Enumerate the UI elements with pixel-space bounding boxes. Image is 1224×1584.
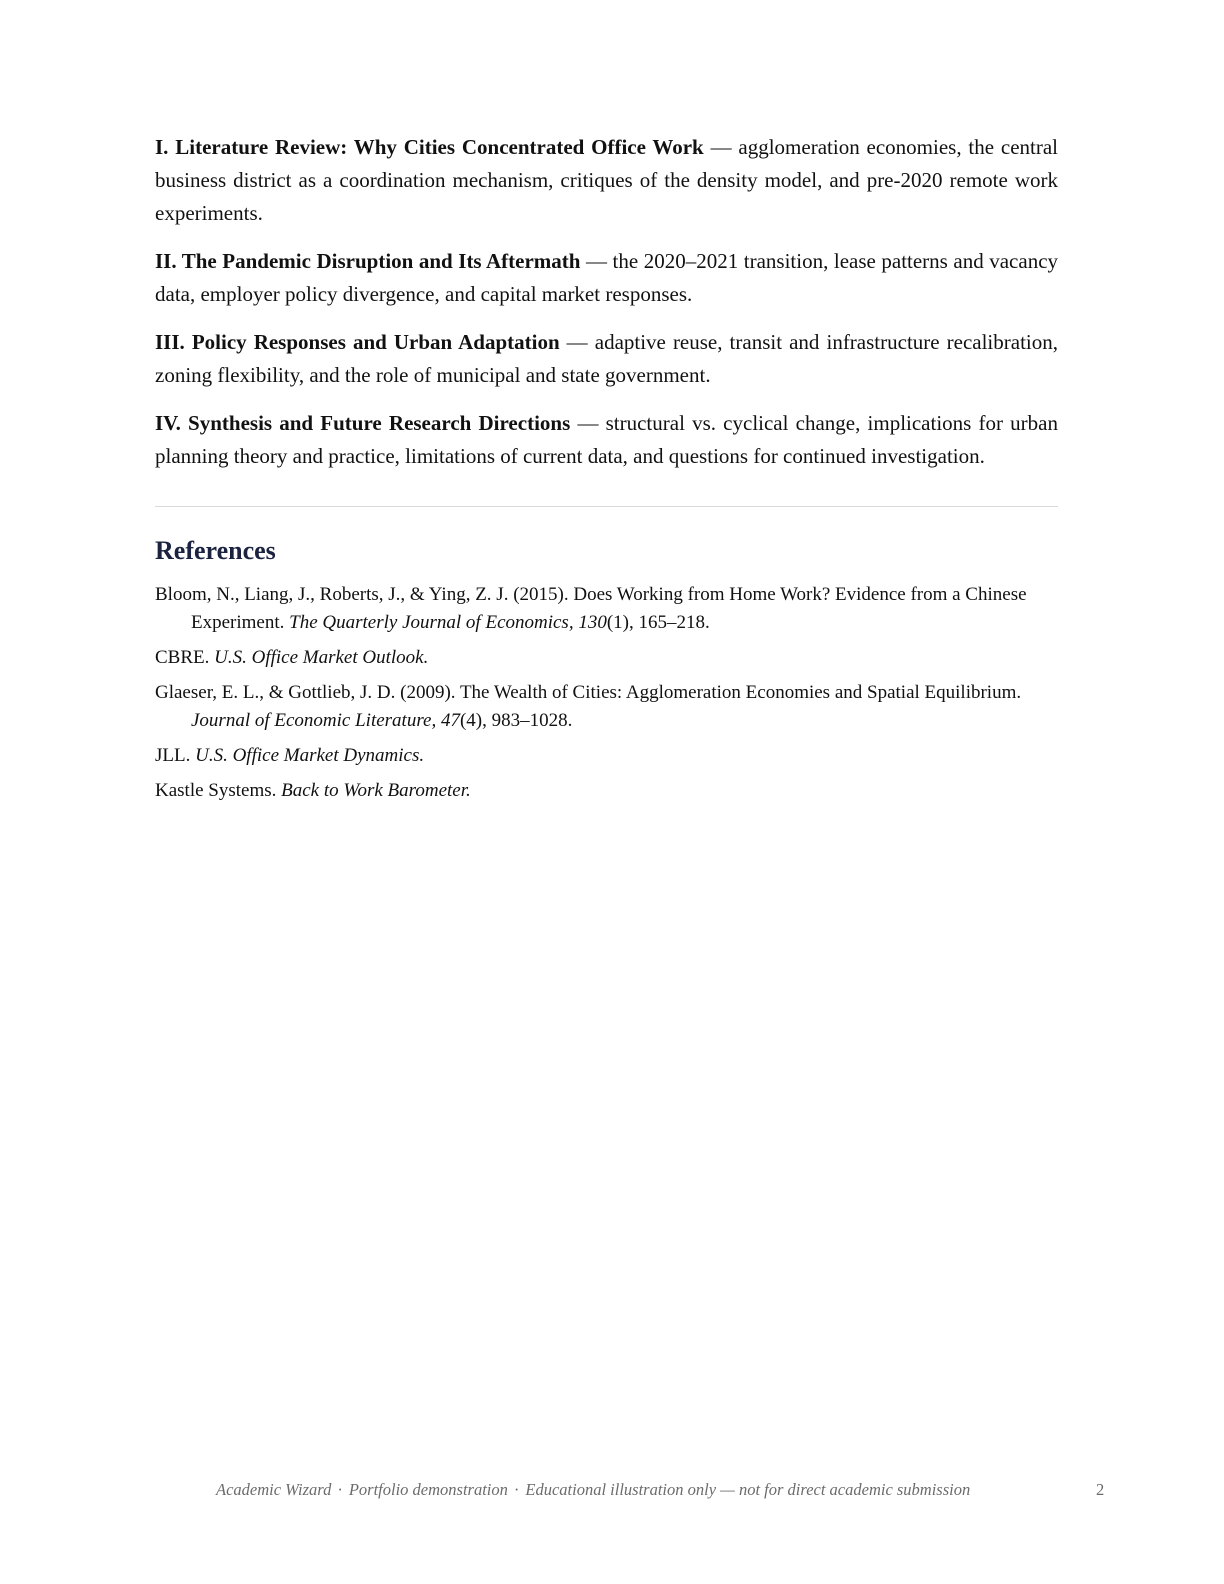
reference-entry <box>155 742 1058 770</box>
outline-section-2 <box>155 245 1058 311</box>
em-dash: — <box>570 411 606 435</box>
em-dash: — <box>580 249 613 273</box>
outline-heading: II. The Pandemic Disruption and Its Aftermath <box>155 249 581 273</box>
outline-heading: III. Policy Responses and Urban Adaptation <box>155 330 560 354</box>
footer-brand: Academic Wizard <box>216 1480 332 1499</box>
reference-source: U.S. Office Market Dynamics. <box>195 745 425 766</box>
references-heading: References <box>155 536 276 565</box>
reference-entry <box>155 777 1058 805</box>
footer-disclaimer: Educational illustration only — not for direct academic submission <box>525 1480 971 1499</box>
outline-heading: IV. Synthesis and Future Research Directions <box>155 411 571 435</box>
outline-section-1 <box>155 131 1058 230</box>
reference-authors-title: Glaeser, E. L., & Gottlieb, J. D. (2009). The Wealth of Cities: Agglomeration Economies and Spatial Equilibrium. <box>155 682 1022 703</box>
outline-description: adaptive reuse, transit and infrastructure recalibration, zoning flexibility, and the role of municipal and state government. <box>155 330 1059 387</box>
footer-text <box>216 1480 970 1500</box>
reference-source: Journal of Economic Literature, 47 <box>191 710 460 731</box>
outline-section-3 <box>155 326 1058 392</box>
reference-entry <box>155 679 1058 735</box>
reference-authors-title: Kastle Systems. <box>155 780 282 801</box>
reference-entry <box>155 581 1058 637</box>
document-body <box>155 131 1058 812</box>
footer-note: Portfolio demonstration <box>348 1480 508 1499</box>
reference-entry <box>155 644 1058 672</box>
em-dash: — <box>703 135 739 159</box>
outline-section-4 <box>155 407 1058 473</box>
em-dash: — <box>559 330 595 354</box>
reference-pages: (4), 983–1028. <box>459 710 573 731</box>
reference-source: Back to Work Barometer. <box>281 780 471 801</box>
reference-authors-title: CBRE. <box>155 647 215 668</box>
reference-source: The Quarterly Journal of Economics, 130 <box>289 612 607 633</box>
footer-separator: · <box>337 1480 343 1499</box>
reference-pages: (1), 165–218. <box>606 612 710 633</box>
reference-authors-title: Bloom, N., Liang, J., Roberts, J., & Ying, Z. J. (2015). Does Working from Home Work? Evidence from a Chinese Experiment. <box>155 584 1027 633</box>
outline-description: structural vs. cyclical change, implications for urban planning theory and practice, limitations of current data, and questions for continued investigation. <box>155 411 1058 468</box>
section-divider <box>155 506 1058 507</box>
outline-heading: I. Literature Review: Why Cities Concentrated Office Work <box>155 135 704 159</box>
outline-description: the 2020–2021 transition, lease patterns and vacancy data, employer policy divergence, and capital market responses. <box>155 249 1059 306</box>
outline-description: agglomeration economies, the central business district as a coordination mechanism, critiques of the density model, and pre-2020 remote work experiments. <box>155 135 1058 225</box>
page-number: 2 <box>1096 1480 1105 1499</box>
reference-source: U.S. Office Market Outlook. <box>214 647 429 668</box>
references-list <box>155 581 1058 805</box>
reference-authors-title: JLL. <box>155 745 196 766</box>
footer-separator: · <box>513 1480 520 1499</box>
